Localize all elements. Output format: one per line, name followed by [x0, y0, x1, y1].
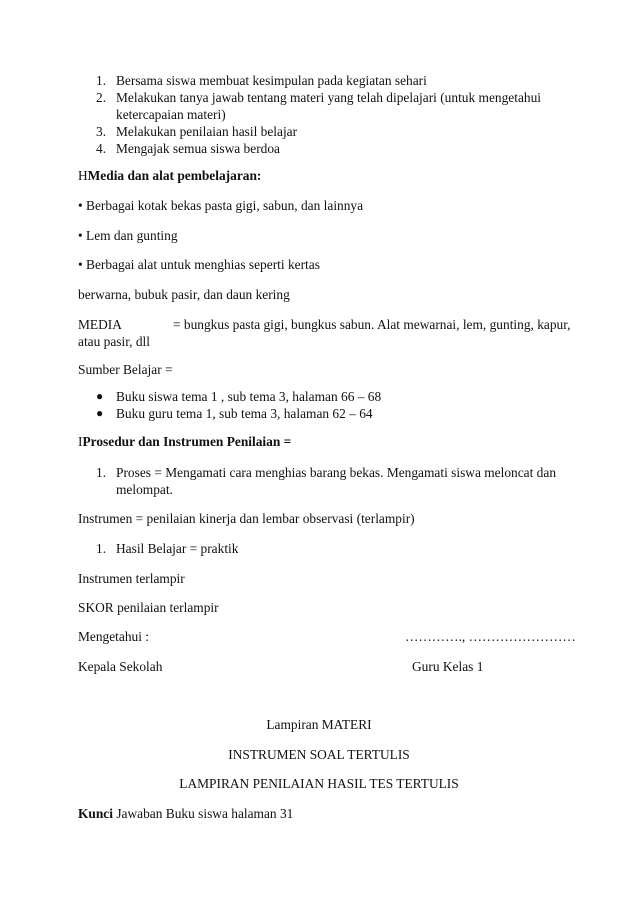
list-item [78, 89, 578, 123]
list-number: 1. [96, 73, 107, 88]
list-item [78, 540, 578, 557]
list-text-continued: ketercapaian materi) [116, 107, 226, 122]
list-number: 1. [96, 541, 107, 556]
list-number: 3. [96, 124, 107, 139]
heading-text: Media dan alat pembelajaran: [87, 168, 262, 183]
closing-activities-list [78, 72, 578, 157]
list-text: Mengajak semua siswa berdoa [116, 141, 280, 156]
skor-line: SKOR penilaian terlampir [78, 600, 219, 615]
bullet-icon: ● [96, 406, 104, 420]
list-text: Proses = Mengamati cara menghias barang bekas. Mengamati siswa meloncat dan [116, 465, 557, 480]
prosedur-heading [78, 433, 291, 450]
sumber-belajar-list [78, 388, 558, 422]
media-heading [78, 167, 261, 184]
list-item [78, 405, 558, 422]
heading-prefix: I [78, 434, 83, 449]
kunci-text: Jawaban Buku siswa halaman 31 [112, 806, 294, 821]
instrumen-soal-title: INSTRUMEN SOAL TERTULIS [228, 747, 410, 762]
bullet-icon: ● [96, 389, 104, 403]
list-text-continued: melompat. [116, 482, 173, 497]
list-item [78, 388, 558, 405]
kunci-jawaban-line [78, 805, 293, 822]
list-text: Melakukan penilaian hasil belajar [116, 124, 298, 139]
media-label: MEDIA [78, 317, 122, 332]
media-value: = bungkus pasta gigi, bungkus sabun. Alat mewarnai, lem, gunting, kapur, [173, 317, 571, 332]
list-text: Buku guru tema 1, sub tema 3, halaman 62 – 64 [116, 406, 373, 421]
kunci-label: Kunci [78, 806, 113, 821]
kepala-sekolah-label: Kepala Sekolah [78, 659, 163, 674]
media-item-continued: berwarna, bubuk pasir, dan daun kering [78, 287, 290, 302]
media-item: • Berbagai alat untuk menghias seperti kertas [78, 257, 320, 272]
media-item: • Lem dan gunting [78, 228, 178, 243]
lampiran-materi-title: Lampiran MATERI [266, 717, 372, 732]
list-number: 4. [96, 141, 107, 156]
instrumen-terlampir: Instrumen terlampir [78, 571, 185, 586]
list-text: Melakukan tanya jawab tentang materi yang telah dipelajari (untuk mengetahui [116, 90, 541, 105]
list-item [78, 140, 578, 157]
media-item: • Berbagai kotak bekas pasta gigi, sabun, dan lainnya [78, 198, 364, 213]
proses-list [78, 464, 578, 498]
lampiran-penilaian-title: LAMPIRAN PENILAIAN HASIL TES TERTULIS [179, 776, 459, 791]
list-text: Buku siswa tema 1 , sub tema 3, halaman 66 – 68 [116, 389, 382, 404]
list-number: 2. [96, 90, 107, 105]
hasil-list [78, 540, 578, 557]
date-placeholder: …………., …………………… [405, 629, 576, 644]
list-number: 1. [96, 465, 107, 480]
guru-kelas-label: Guru Kelas 1 [412, 659, 484, 674]
list-text: Hasil Belajar = praktik [116, 541, 239, 556]
mengetahui-label: Mengetahui : [78, 629, 150, 644]
list-text: Bersama siswa membuat kesimpulan pada kegiatan sehari [116, 73, 427, 88]
sumber-belajar-label: Sumber Belajar = [78, 362, 173, 377]
heading-prefix: H [78, 168, 88, 183]
list-item [78, 123, 578, 140]
list-item [78, 72, 578, 89]
list-item [78, 464, 578, 498]
heading-text: Prosedur dan Instrumen Penilaian = [82, 434, 292, 449]
media-value-continued: atau pasir, dll [78, 334, 150, 349]
instrumen-line: Instrumen = penilaian kinerja dan lembar observasi (terlampir) [78, 511, 415, 526]
